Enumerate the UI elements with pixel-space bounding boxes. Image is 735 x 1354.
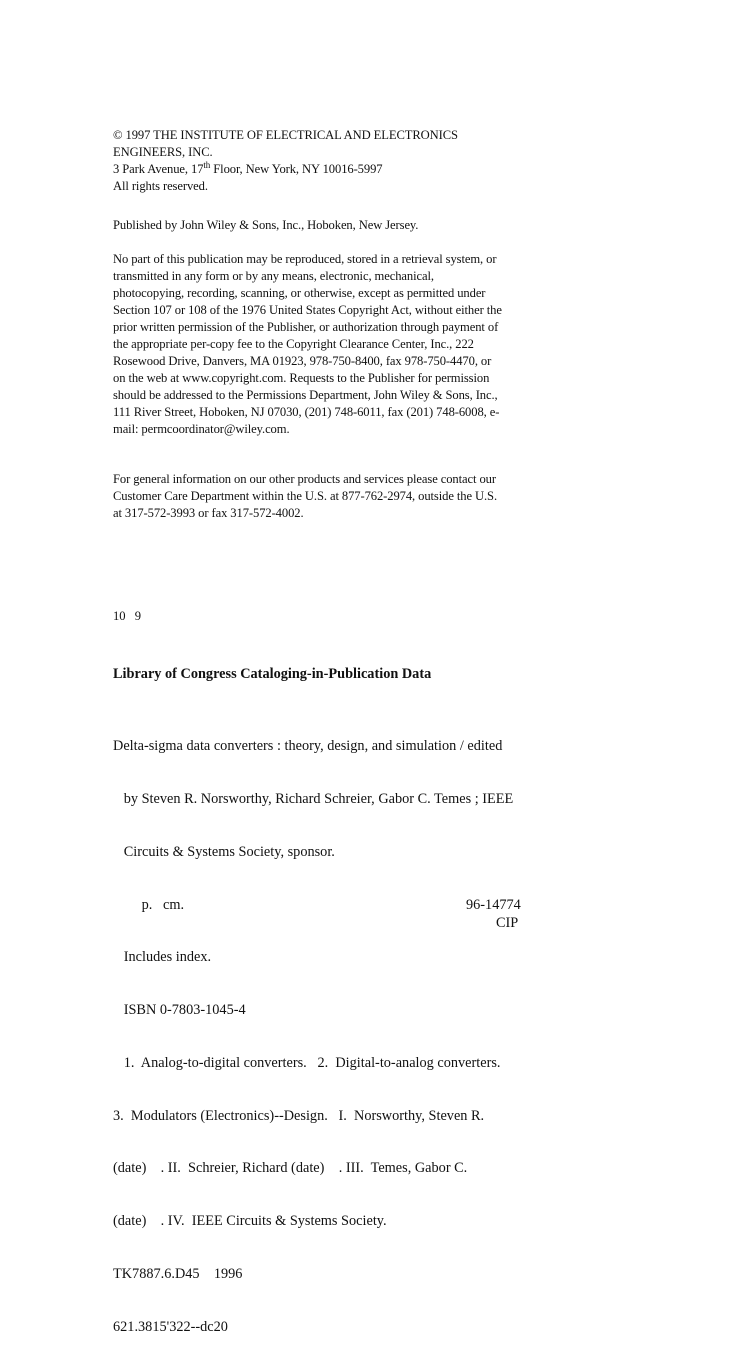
cip-line: p. cm. xyxy=(113,896,185,913)
printing-numbers: 10 9 xyxy=(113,609,142,623)
permissions-line: photocopying, recording, scanning, or otherwise, except as permitted under xyxy=(113,286,486,300)
permissions-line: transmitted in any form or by any means, electronic, mechanical, xyxy=(113,269,434,283)
general-info-line: Customer Care Department within the U.S. at 877-762-2974, outside the U.S. xyxy=(113,489,497,503)
cip-line: (date) . IV. IEEE Circuits & Systems Society. xyxy=(113,1213,387,1230)
cip-line: 3. Modulators (Electronics)--Design. I. Norsworthy, Steven R. xyxy=(113,1107,485,1124)
general-info-paragraph xyxy=(113,471,497,522)
copyright-line: ENGINEERS, INC. xyxy=(113,145,213,159)
permissions-line: No part of this publication may be reproduced, stored in a retrieval system, or xyxy=(113,252,497,266)
cip-line: ISBN 0-7803-1045-4 xyxy=(113,1002,246,1019)
cip-mark: CIP xyxy=(496,915,519,931)
cip-line: TK7887.6.D45 1996 xyxy=(113,1266,243,1282)
permissions-line: should be addressed to the Permissions Department, John Wiley & Sons, Inc., xyxy=(113,388,498,402)
permissions-line: Rosewood Drive, Danvers, MA 01923, 978-750-8400, fax 978-750-4470, or xyxy=(113,354,492,368)
cip-line: Circuits & Systems Society, sponsor. xyxy=(113,843,335,860)
permissions-line: Section 107 or 108 of the 1976 United States Copyright Act, without either the xyxy=(113,303,502,317)
permissions-paragraph xyxy=(113,251,502,438)
cip-line: 1. Analog-to-digital converters. 2. Digital-to-analog converters. xyxy=(113,1054,501,1071)
cip-line: 621.3815'322--dc20 xyxy=(113,1318,228,1335)
publisher-line: Published by John Wiley & Sons, Inc., Hoboken, New Jersey. xyxy=(113,218,419,232)
lccn-number: 96-14774 xyxy=(466,897,521,913)
cip-line: Includes index. xyxy=(113,949,212,966)
permissions-line: the appropriate per-copy fee to the Copyright Clearance Center, Inc., 222 xyxy=(113,337,474,351)
copyright-block xyxy=(113,127,458,195)
cip-record xyxy=(113,703,513,1354)
cip-title: Library of Congress Cataloging-in-Publication Data xyxy=(113,666,432,682)
publisher-address: 3 Park Avenue, 17th Floor, New York, NY 10016-5997 xyxy=(113,160,383,176)
general-info-line: at 317-572-3993 or fax 317-572-4002. xyxy=(113,506,304,520)
general-info-line: For general information on our other products and services please contact our xyxy=(113,472,496,486)
cip-line: Delta-sigma data converters : theory, design, and simulation / edited xyxy=(113,738,503,755)
permissions-line: 111 River Street, Hoboken, NJ 07030, (201) 748-6011, fax (201) 748-6008, e- xyxy=(113,405,500,419)
cip-line: (date) . II. Schreier, Richard (date) . III. Temes, Gabor C. xyxy=(113,1160,468,1177)
permissions-line: on the web at www.copyright.com. Requests to the Publisher for permission xyxy=(113,371,490,385)
permissions-line: mail: permcoordinator@wiley.com. xyxy=(113,422,290,436)
cip-line: by Steven R. Norsworthy, Richard Schreier, Gabor C. Temes ; IEEE xyxy=(113,790,514,807)
rights-reserved: All rights reserved. xyxy=(113,179,208,193)
copyright-line: © 1997 THE INSTITUTE OF ELECTRICAL AND ELECTRONICS xyxy=(113,128,458,142)
permissions-line: prior written permission of the Publisher, or authorization through payment of xyxy=(113,320,499,334)
